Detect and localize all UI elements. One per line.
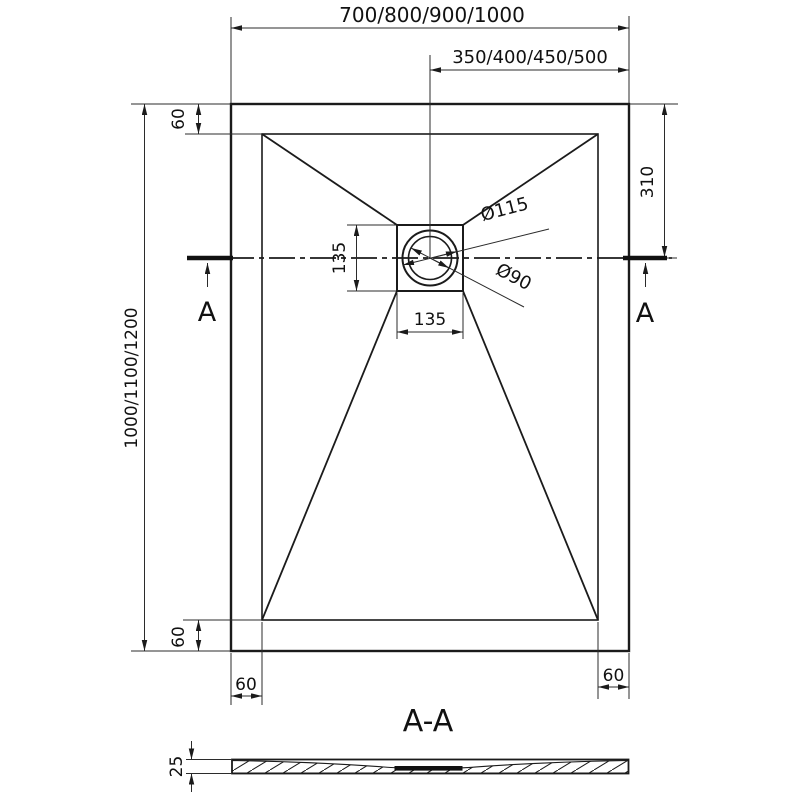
dim-label-rim-bottom-left: 60 — [235, 675, 257, 695]
dim-drain-outer-dia — [403, 193, 549, 265]
diameter-arrow — [430, 258, 449, 268]
dim-label-overall-length: 1000/1100/1200 — [122, 307, 142, 449]
section-view — [167, 704, 629, 792]
dim-label-overall-width: 700/800/900/1000 — [339, 3, 525, 27]
dim-rim-bottom — [169, 620, 262, 651]
dim-overall-length — [122, 104, 231, 651]
dim-rim-bottom-left — [231, 622, 262, 705]
dim-label-center-offset: 350/400/450/500 — [452, 47, 608, 68]
diameter-leader-line — [403, 229, 549, 265]
dim-drain-to-top — [630, 104, 678, 257]
dim-label-drain-outer-dia: Ø115 — [478, 193, 531, 226]
slope-edge-bottom-right — [463, 291, 598, 620]
section-view-title: A-A — [402, 704, 454, 739]
plan-view — [122, 3, 678, 705]
slope-edge-bottom-left — [262, 291, 397, 620]
dim-rim-top — [169, 104, 262, 134]
dim-label-thickness: 25 — [167, 755, 187, 778]
dim-label-drain-inner-dia: Ø90 — [492, 259, 535, 295]
dim-label-rim-top: 60 — [169, 108, 189, 130]
section-marker-left — [187, 258, 233, 328]
slope-edge-top-left — [262, 134, 397, 225]
section-marker-right — [623, 258, 677, 329]
dim-label-rim-bottom: 60 — [169, 626, 189, 648]
dim-label-drain-box-height: 135 — [330, 241, 350, 275]
dim-label-rim-bottom-right: 60 — [602, 666, 625, 686]
section-letter-left: A — [197, 297, 217, 328]
dim-label-drain-to-top: 310 — [638, 165, 658, 199]
section-drain-recess — [395, 766, 463, 771]
dim-drain-box-width — [397, 293, 463, 339]
dim-thickness — [167, 741, 231, 792]
dim-center-offset — [430, 47, 629, 70]
section-letter-right: A — [635, 298, 655, 329]
dim-rim-bottom-right — [598, 622, 629, 699]
dim-label-drain-box-width: 135 — [413, 310, 447, 330]
